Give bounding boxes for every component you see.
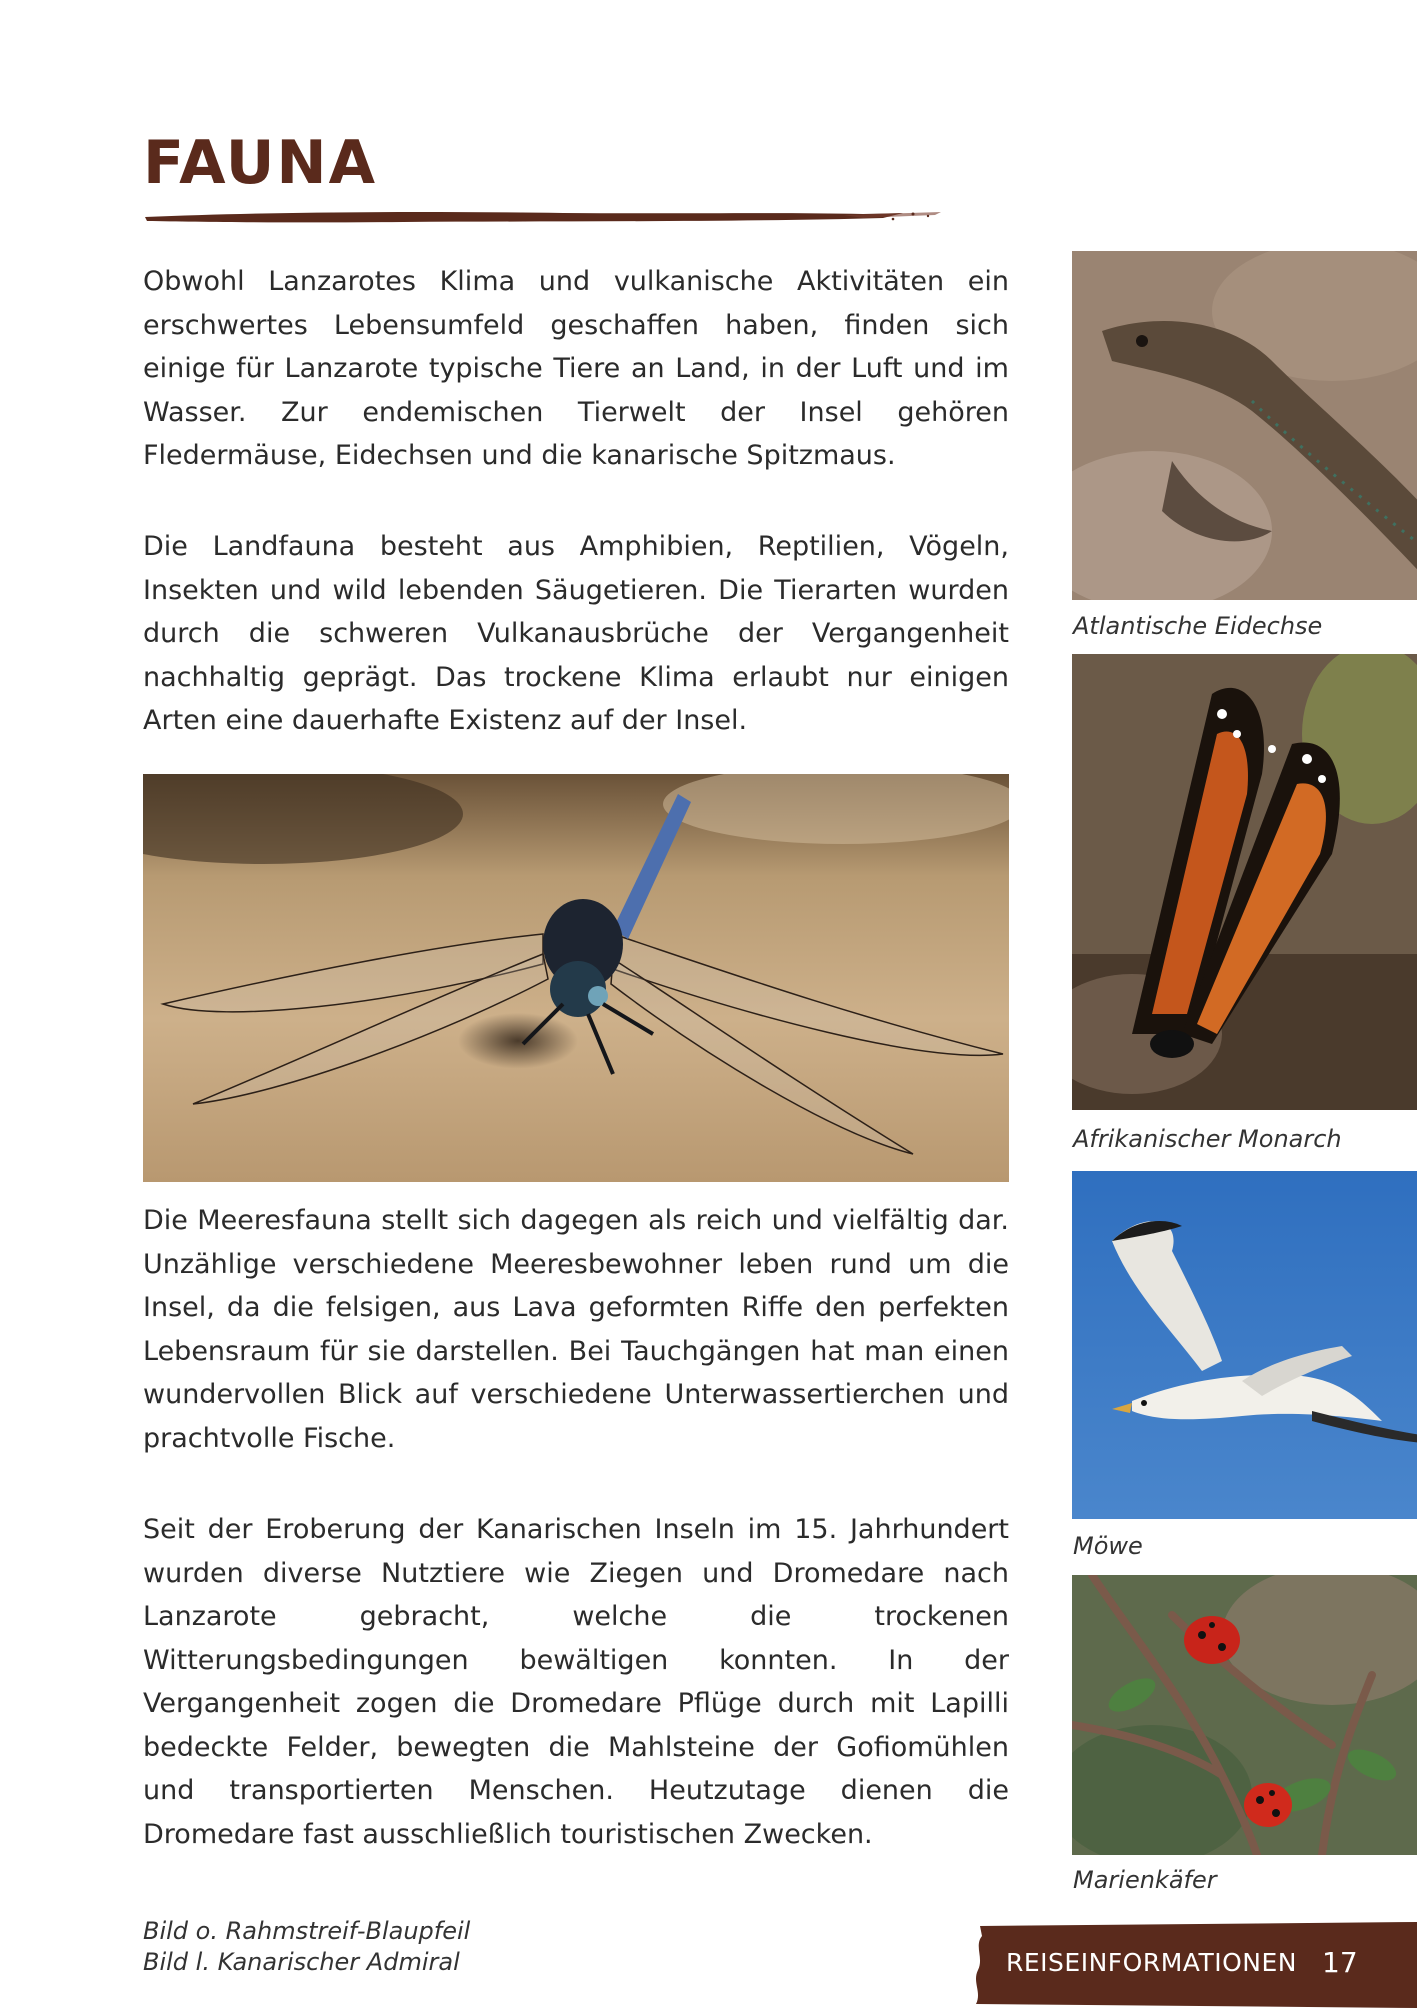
credit-line-left: Bild l. Kanarischer Admiral bbox=[143, 1948, 460, 1976]
lizard-photo bbox=[1072, 251, 1417, 600]
land-fauna-paragraph: Die Landfauna besteht aus Amphibien, Reptilien, Vögeln, Insekten und wild lebenden Säugetieren. Die Tierarten wurden durch die schweren Vulkanausbrüche der Vergangenheit nachhaltig geprägt. Das trockene Klima erlaubt nur einigen Arten eine dauerhafte Existenz auf der Insel. bbox=[143, 531, 1009, 736]
livestock-paragraph: Seit der Eroberung der Kanarischen Inseln im 15. Jahrhundert wurden diverse Nutztiere wie Ziegen und Dromedare nach Lanzarote gebracht, welche die trockenen Witterungsbedingungen bewältigen konnten. In der Vergangenheit zogen die Dromedare Pflüge durch mit Lapilli bedeckte Felder, bewegten die Mahlsteine der Gofiomühlen und transportierten Menschen. Heutzutage dienen die Dromedare fast ausschließlich touristischen Zwecken. bbox=[143, 1514, 1009, 1850]
marine-fauna-paragraph: Die Meeresfauna stellt sich dagegen als reich und vielfältig dar. Unzählige verschiedene Meeresbewohner leben rund um die Insel, da die felsigen, aus Lava geformten Riffe den perfekten Lebensraum für sie darstellen. Bei Tauchgängen hat man einen wundervollen Blick auf verschiedene Unterwassertierchen und prachtvolle Fische. bbox=[143, 1205, 1009, 1454]
butterfly-photo bbox=[1072, 654, 1417, 1110]
caption-butterfly: Afrikanischer Monarch bbox=[1073, 1125, 1342, 1153]
brush-stroke-divider bbox=[143, 206, 941, 228]
intro-paragraph: Obwohl Lanzarotes Klima und vulkanische Aktivitäten ein erschwertes Lebensumfeld geschaffen haben, finden sich einige für Lanzarote typische Tiere an Land, in der Luft und im Wasser. Zur endemischen Tierwelt der Insel gehören Fledermäuse, Eidechsen und die kanarische Spitzmaus. bbox=[143, 266, 1009, 471]
caption-ladybug: Marienkäfer bbox=[1073, 1866, 1217, 1894]
caption-lizard: Atlantische Eidechse bbox=[1073, 612, 1323, 640]
credit-line-top: Bild o. Rahmstreif-Blaupfeil bbox=[143, 1917, 471, 1945]
seagull-photo bbox=[1072, 1171, 1417, 1519]
page-number: 17 bbox=[1322, 1946, 1358, 1979]
photo-credits bbox=[143, 1916, 470, 1978]
footer-banner bbox=[972, 1922, 1417, 2008]
page-title: FAUNA bbox=[143, 128, 378, 198]
ladybug-photo bbox=[1072, 1575, 1417, 1855]
caption-gull: Möwe bbox=[1073, 1532, 1143, 1560]
dragonfly-photo bbox=[143, 774, 1009, 1182]
section-label: REISEINFORMATIONEN bbox=[1006, 1948, 1297, 1977]
